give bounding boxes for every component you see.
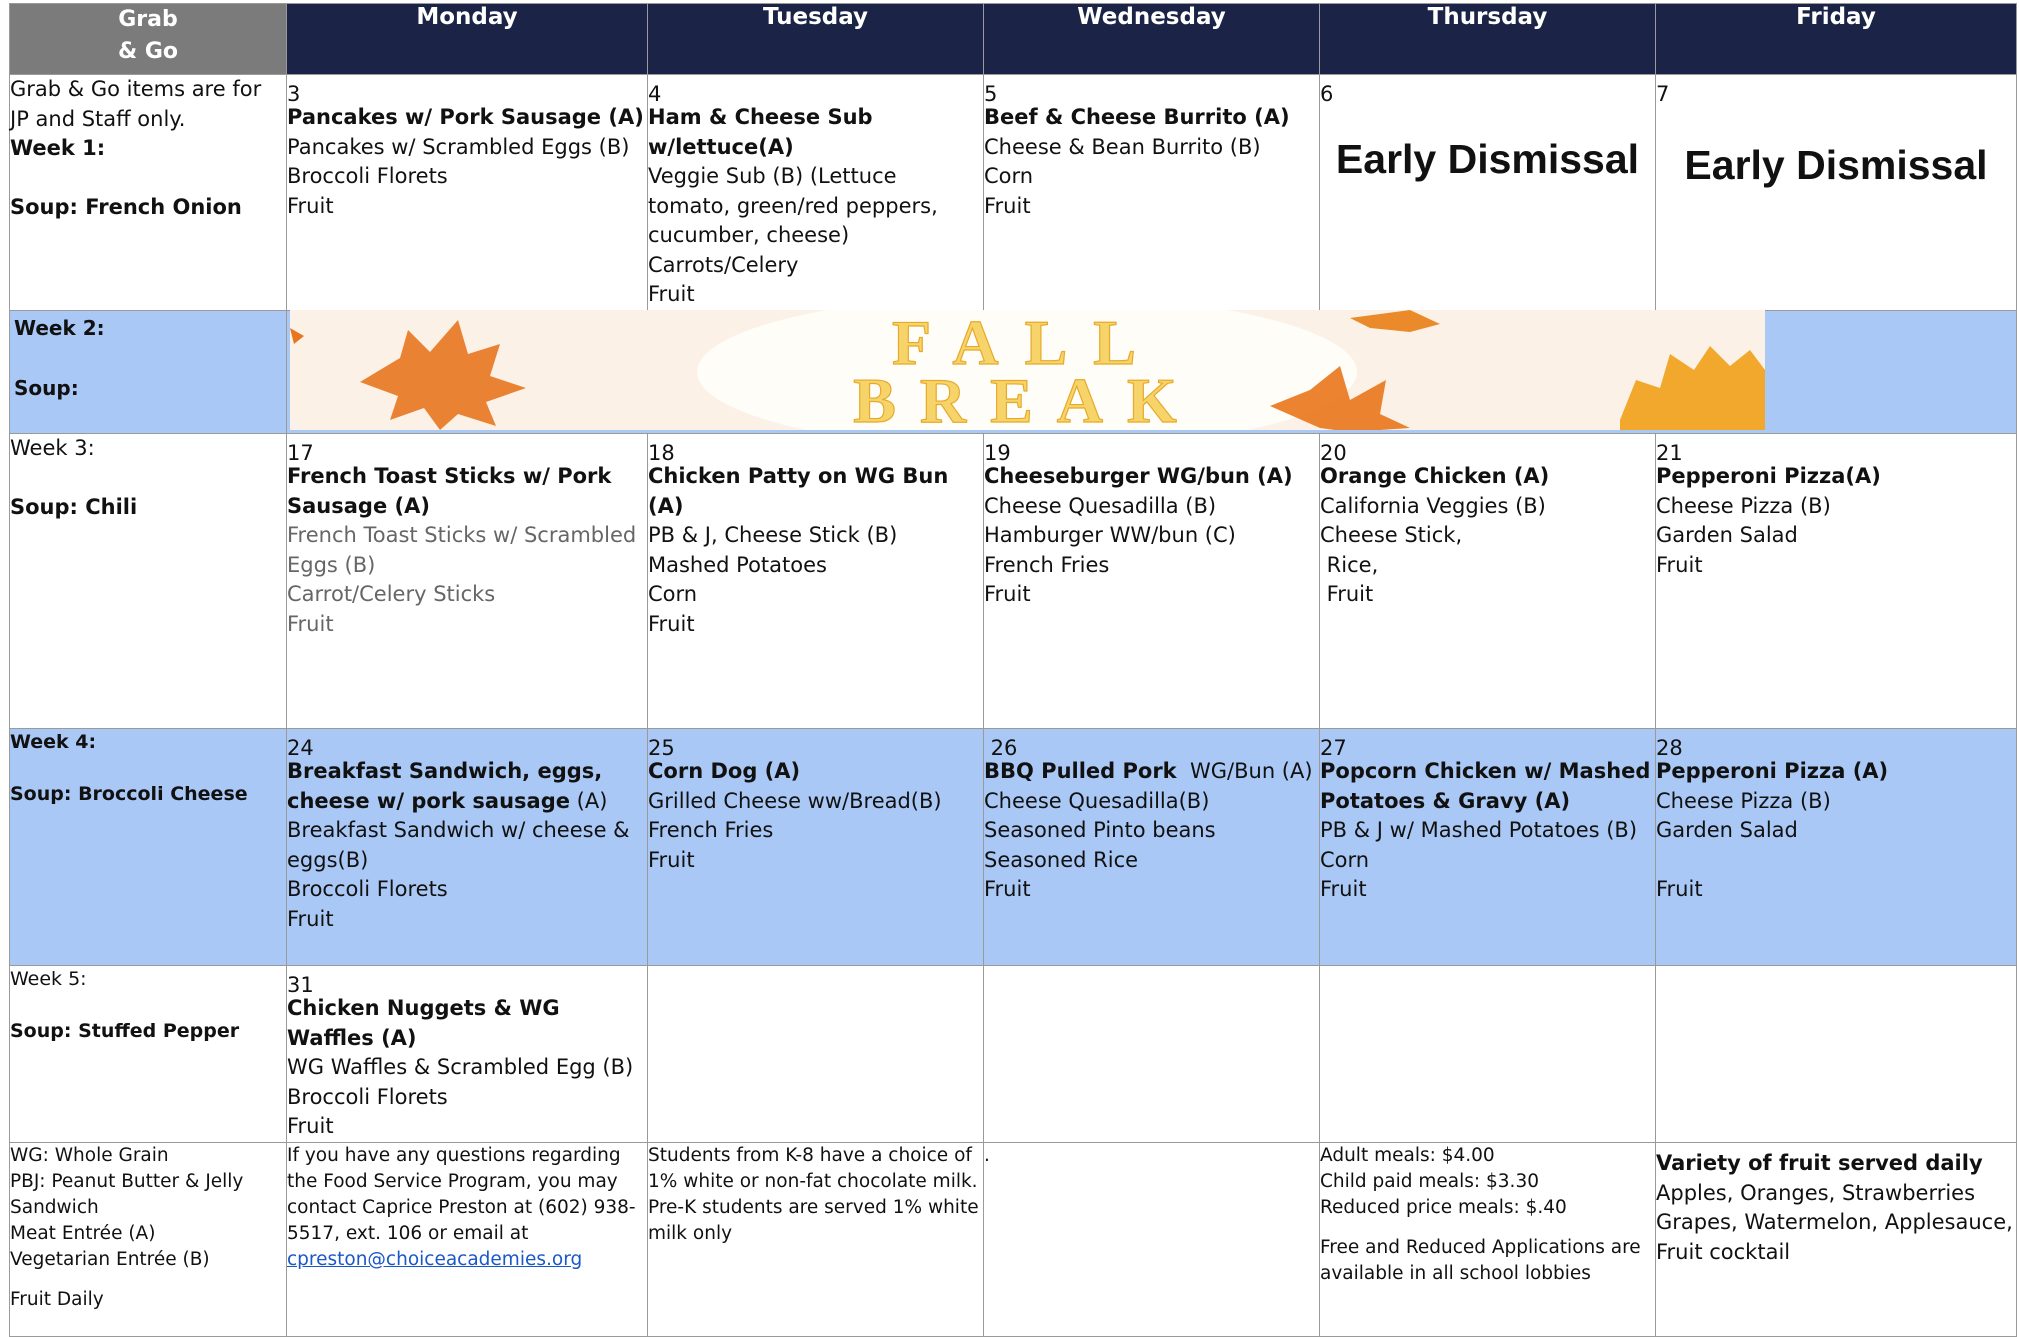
- day-number: 31: [287, 973, 314, 997]
- legend-fruit-daily: Fruit Daily: [10, 1289, 104, 1310]
- meat-entree: BBQ Pulled Pork: [984, 759, 1177, 783]
- week-5-row: [10, 966, 2017, 1143]
- menu-line: Carrots/Celery: [648, 252, 799, 277]
- menu-line: Fruit: [984, 582, 1031, 606]
- menu-line: Fruit: [1656, 552, 1703, 577]
- day-cell-3: [287, 75, 648, 311]
- fruit-variety-title: Variety of fruit served daily: [1656, 1151, 1983, 1175]
- menu-line: Fruit: [648, 611, 695, 636]
- menu-line: Fruit: [1320, 877, 1367, 901]
- day-number: 27: [1320, 736, 1347, 760]
- meat-entree: Pepperoni Pizza(A): [1656, 464, 1881, 488]
- milk-cell: [648, 1143, 984, 1337]
- menu-line: Garden Salad: [1656, 523, 1798, 547]
- day-number: 6: [1320, 82, 1334, 106]
- menu-line: Fruit: [1320, 582, 1374, 606]
- menu-line: Seasoned Pinto beans: [984, 818, 1216, 842]
- menu-line: Fruit: [648, 847, 695, 872]
- meat-entree: Chicken Patty on WG Bun (A): [648, 464, 949, 518]
- day-cell-25: [648, 729, 984, 966]
- week-1-side: [10, 75, 287, 311]
- menu-line: Fruit: [287, 906, 334, 931]
- meat-entree: Pepperoni Pizza (A): [1656, 759, 1889, 783]
- lunch-menu-calendar: [9, 3, 2017, 1337]
- menu-line: Cheese Stick,: [1320, 523, 1463, 547]
- day-header-wednesday: Wednesday: [984, 4, 1320, 75]
- week-2-soup: Soup:: [14, 376, 79, 400]
- menu-line: Carrot/Celery Sticks: [287, 582, 496, 606]
- legend-item: PBJ: Peanut Butter & Jelly Sandwich: [10, 1171, 244, 1218]
- day-header-monday: Monday: [287, 4, 648, 75]
- contact-email-link[interactable]: cpreston@choiceacademies.org: [287, 1249, 583, 1270]
- price-line: Child paid meals: $3.30: [1320, 1171, 1539, 1192]
- menu-line: Grilled Cheese ww/Bread(B): [648, 788, 942, 813]
- fall-break-banner-art: [290, 310, 1765, 430]
- week-5-soup: Soup: Stuffed Pepper: [10, 1020, 240, 1042]
- week-1-label: Week 1:: [10, 136, 106, 160]
- day-cell-7: [1656, 75, 2017, 311]
- grab-go-note: Grab & Go items are for JP and Staff only.: [10, 77, 262, 131]
- entree-code: WG/Bun (A): [1176, 759, 1313, 783]
- menu-line: Cheese Quesadilla (B): [984, 493, 1217, 518]
- empty-cell: [1656, 966, 2017, 1143]
- day-header-thursday: Thursday: [1320, 4, 1656, 75]
- menu-line: PB & J w/ Mashed Potatoes (B): [1320, 818, 1638, 842]
- week-4-label: Week 4:: [10, 731, 97, 753]
- meat-entree: French Toast Sticks w/ Pork Sausage (A): [287, 464, 612, 518]
- day-cell-28: [1656, 729, 2017, 966]
- menu-line: French Fries: [984, 552, 1110, 577]
- grab-and-go-header: [10, 4, 287, 75]
- menu-line: Pancakes w/ Scrambled Eggs (B): [287, 134, 630, 159]
- week-1-row: [10, 75, 2017, 311]
- banner-line-fall: FALL: [892, 310, 1162, 378]
- day-cell-27: [1320, 729, 1656, 966]
- day-cell-24: [287, 729, 648, 966]
- contact-cell: [287, 1143, 648, 1337]
- day-number: 5: [984, 82, 998, 106]
- week-4-side: [10, 729, 287, 966]
- menu-line: Veggie Sub (B) (Lettuce tomato, green/red peppers, cucumber, cheese): [648, 164, 938, 247]
- day-cell-5: [984, 75, 1320, 311]
- day-cell-18: [648, 434, 984, 729]
- menu-line: Seasoned Rice: [984, 847, 1139, 872]
- week-5-label: Week 5:: [10, 968, 87, 990]
- dot-mark: .: [984, 1145, 990, 1166]
- header-row: [10, 4, 2017, 75]
- menu-line: Corn: [984, 164, 1034, 188]
- day-number: 25: [648, 736, 675, 760]
- legend-item: Vegetarian Entrée (B): [10, 1249, 210, 1270]
- day-header-friday: Friday: [1656, 4, 2017, 75]
- day-number: 20: [1320, 441, 1347, 465]
- menu-line: Garden Salad: [1656, 818, 1798, 842]
- meat-entree: Pancakes w/ Pork Sausage (A): [287, 105, 644, 129]
- menu-line: Cheese Pizza (B): [1656, 493, 1831, 518]
- meat-entree: Breakfast Sandwich, eggs, cheese w/ pork sausage: [287, 759, 603, 813]
- day-header-tuesday: Tuesday: [648, 4, 984, 75]
- day-number: 7: [1656, 82, 1670, 106]
- menu-line: Fruit: [287, 1114, 334, 1138]
- meat-entree: Ham & Cheese Sub w/lettuce(A): [648, 105, 873, 159]
- day-number: 4: [648, 82, 662, 106]
- blank-note-cell: [984, 1143, 1320, 1337]
- week-1-soup: Soup: French Onion: [10, 195, 242, 219]
- day-number: 21: [1656, 441, 1683, 465]
- early-dismissal-label: Early Dismissal: [1684, 142, 1988, 188]
- meat-entree: Chicken Nuggets & WG Waffles (A): [287, 996, 560, 1050]
- menu-line: California Veggies (B): [1320, 493, 1546, 518]
- week-3-soup: Soup: Chili: [10, 495, 138, 519]
- grab-header-line1: Grab: [118, 7, 178, 32]
- menu-line: Cheese & Bean Burrito (B): [984, 134, 1261, 159]
- day-number: 18: [648, 441, 675, 465]
- week-2-label: Week 2:: [14, 316, 105, 340]
- week-3-side: [10, 434, 287, 729]
- prices-cell: [1320, 1143, 1656, 1337]
- menu-line: Fruit: [984, 877, 1031, 901]
- price-line: Reduced price meals: $.40: [1320, 1197, 1567, 1218]
- meat-entree: Cheeseburger WG/bun (A): [984, 464, 1293, 488]
- price-line: Adult meals: $4.00: [1320, 1145, 1495, 1166]
- menu-line: Fruit: [287, 611, 334, 636]
- day-cell-4: [648, 75, 984, 311]
- menu-line: Fruit: [648, 282, 695, 306]
- menu-line: Mashed Potatoes: [648, 552, 827, 577]
- menu-line: Cheese Quesadilla(B): [984, 788, 1210, 813]
- banner-line-break: BREAK: [853, 365, 1201, 430]
- legend-item: Meat Entrée (A): [10, 1223, 156, 1244]
- day-cell-26: [984, 729, 1320, 966]
- empty-cell: [648, 966, 984, 1143]
- week-4-row: [10, 729, 2017, 966]
- menu-line: Hamburger WW/bun (C): [984, 523, 1236, 547]
- day-number: 19: [984, 441, 1011, 465]
- menu-line: French Fries: [648, 818, 774, 842]
- day-number: 26: [984, 736, 1018, 760]
- day-number: 3: [287, 82, 301, 106]
- early-dismissal-label: Early Dismissal: [1335, 136, 1640, 182]
- menu-line: Fruit: [1656, 877, 1703, 901]
- meat-entree: Beef & Cheese Burrito (A): [984, 105, 1290, 129]
- day-number: 24: [287, 736, 314, 760]
- fall-break-banner: [290, 310, 1765, 430]
- fruit-variety-list: Apples, Oranges, Strawberries Grapes, Watermelon, Applesauce, Fruit cocktail: [1656, 1180, 2013, 1264]
- day-number: 17: [287, 441, 314, 465]
- day-cell-20: [1320, 434, 1656, 729]
- legend-cell: [10, 1143, 287, 1337]
- week-2-side: [10, 311, 287, 434]
- day-cell-21: [1656, 434, 2017, 729]
- applications-note: Free and Reduced Applications are available in all school lobbies: [1320, 1237, 1641, 1284]
- empty-cell: [984, 966, 1320, 1143]
- menu-line: Broccoli Florets: [287, 1084, 448, 1109]
- menu-line: Cheese Pizza (B): [1656, 788, 1831, 813]
- menu-line: Broccoli Florets: [287, 164, 448, 188]
- meat-entree: Corn Dog (A): [648, 759, 801, 783]
- menu-line: PB & J, Cheese Stick (B): [648, 523, 898, 547]
- fruit-variety-cell: [1656, 1143, 2017, 1337]
- menu-line: Rice,: [1320, 552, 1379, 577]
- menu-line: French Toast Sticks w/ Scrambled Eggs (B): [287, 523, 637, 577]
- menu-line: WG Waffles & Scrambled Egg (B): [287, 1055, 634, 1079]
- day-cell-19: [984, 434, 1320, 729]
- contact-text: If you have any questions regarding the Food Service Program, you may contact Caprice Preston at (602) 938-5517, ext. 106 or email at: [287, 1145, 636, 1244]
- day-number: 28: [1656, 736, 1683, 760]
- day-cell-6: [1320, 75, 1656, 311]
- menu-line: Broccoli Florets: [287, 877, 448, 901]
- meat-entree: Popcorn Chicken w/ Mashed Potatoes & Gravy (A): [1320, 759, 1651, 813]
- menu-line: Breakfast Sandwich w/ cheese & eggs(B): [287, 818, 630, 872]
- menu-line: Fruit: [984, 193, 1031, 218]
- day-cell-17: [287, 434, 648, 729]
- meat-entree: Orange Chicken (A): [1320, 464, 1550, 488]
- menu-line: [1656, 846, 2016, 876]
- week-4-soup: Soup: Broccoli Cheese: [10, 783, 248, 805]
- grab-header-line2: & Go: [117, 39, 179, 64]
- menu-line: Fruit: [287, 193, 334, 218]
- footer-row: [10, 1143, 2017, 1337]
- legend-item: WG: Whole Grain: [10, 1145, 169, 1166]
- week-5-side: [10, 966, 287, 1143]
- entree-code: (A): [569, 788, 608, 813]
- day-cell-31: [287, 966, 648, 1143]
- empty-cell: [1320, 966, 1656, 1143]
- milk-note: Students from K-8 have a choice of 1% white or non-fat chocolate milk. Pre-K students are served 1% white milk only: [648, 1145, 979, 1244]
- menu-line: Corn: [1320, 847, 1370, 872]
- week-3-row: [10, 434, 2017, 729]
- menu-line: Corn: [648, 582, 698, 606]
- week-3-label: Week 3:: [10, 436, 95, 460]
